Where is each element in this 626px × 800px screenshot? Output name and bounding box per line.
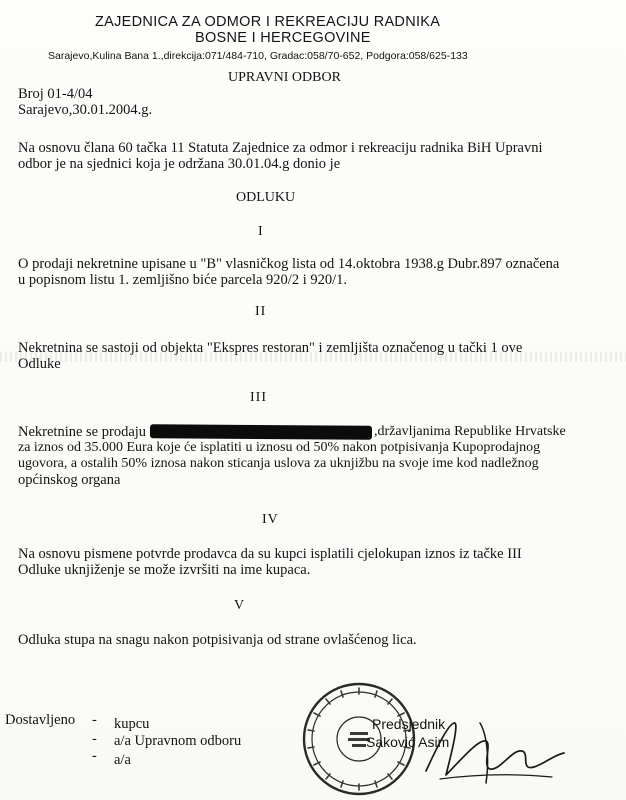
delivery-label: Dostavljeno [5, 712, 76, 728]
section-3-line-1b: ,državljanima Republike Hrvatske [374, 424, 566, 439]
section-3-line-3: ugovora, a ostalih 50% iznosa nakon sticanja uslova za uknjižbu na svoje ime kod nadležnog [18, 456, 539, 471]
redaction-bar [150, 424, 372, 440]
section-3-line-2: za iznos od 35.000 Eura koje će isplatiti u iznosu od 50% nakon potpisivanja Kupoprodajnog [18, 440, 541, 455]
section-1-numeral: I [258, 224, 264, 239]
section-4-line-1: Na osnovu pismene potvrde prodavca da su kupci isplatili cjelokupan iznos iz tačke III [18, 546, 522, 562]
delivery-dash: - [92, 712, 97, 728]
board-name: UPRAVNI ODBOR [228, 70, 341, 85]
intro-line-2: odbor je na sjednici koja je održana 30.01.04.g donio je [18, 156, 341, 172]
signatory-title: Predsjednik [372, 716, 446, 732]
section-2-line-1: Nekretnina se sastoji od objekta "Ekspres restoran" i zemljišta označenog u tački 1 ove [18, 340, 523, 356]
section-2-numeral: II [255, 304, 267, 319]
section-1-line-1: O prodaji nekretnine upisane u "B" vlasničkog lista od 14.oktobra 1938.g Dubr.897 označena [18, 256, 560, 272]
organization-contact: Sarajevo,Kulina Bana 1.,direkcija:071/484-710, Gradac:058/70-652, Podgora:058/625-133 [48, 50, 468, 62]
document-place-date: Sarajevo,30.01.2004.g. [18, 102, 153, 118]
delivery-dash: - [92, 731, 97, 747]
handwritten-signature [420, 705, 570, 790]
delivery-recipient-3: a/a [114, 752, 131, 768]
delivery-recipient-1: kupcu [114, 716, 150, 732]
section-4-line-2: Odluke uknjiženje se može izvršiti na ime kupaca. [18, 562, 311, 578]
organization-name-line1: ZAJEDNICA ZA ODMOR I REKREACIJU RADNIKA [95, 14, 441, 30]
decision-title: ODLUKU [236, 190, 296, 205]
section-3-numeral: III [250, 390, 267, 405]
section-3-line-4: općinskog organa [18, 472, 121, 488]
intro-line-1: Na osnovu člana 60 tačka 11 Statuta Zajednice za odmor i rekreaciju radnika BiH Upravni [18, 140, 543, 156]
document-number: Broj 01-4/04 [18, 86, 93, 102]
section-1-line-2: u popisnom listu 1. zemljišno biće parcela 920/2 i 920/1. [18, 272, 348, 288]
delivery-recipient-2: a/a Upravnom odboru [114, 733, 242, 749]
signatory-name: Saković Asim [366, 734, 450, 750]
delivery-dash: - [92, 748, 97, 764]
section-5-line-1: Odluka stupa na snagu nakon potpisivanja od strane ovlašćenog lica. [18, 632, 417, 648]
section-2-line-2: Odluke [18, 356, 61, 372]
section-3-line-1a: Nekretnine se prodaju [18, 424, 147, 440]
organization-name-line2: BOSNE I HERCEGOVINE [195, 30, 371, 46]
section-5-numeral: V [234, 598, 246, 613]
section-4-numeral: IV [262, 512, 279, 527]
